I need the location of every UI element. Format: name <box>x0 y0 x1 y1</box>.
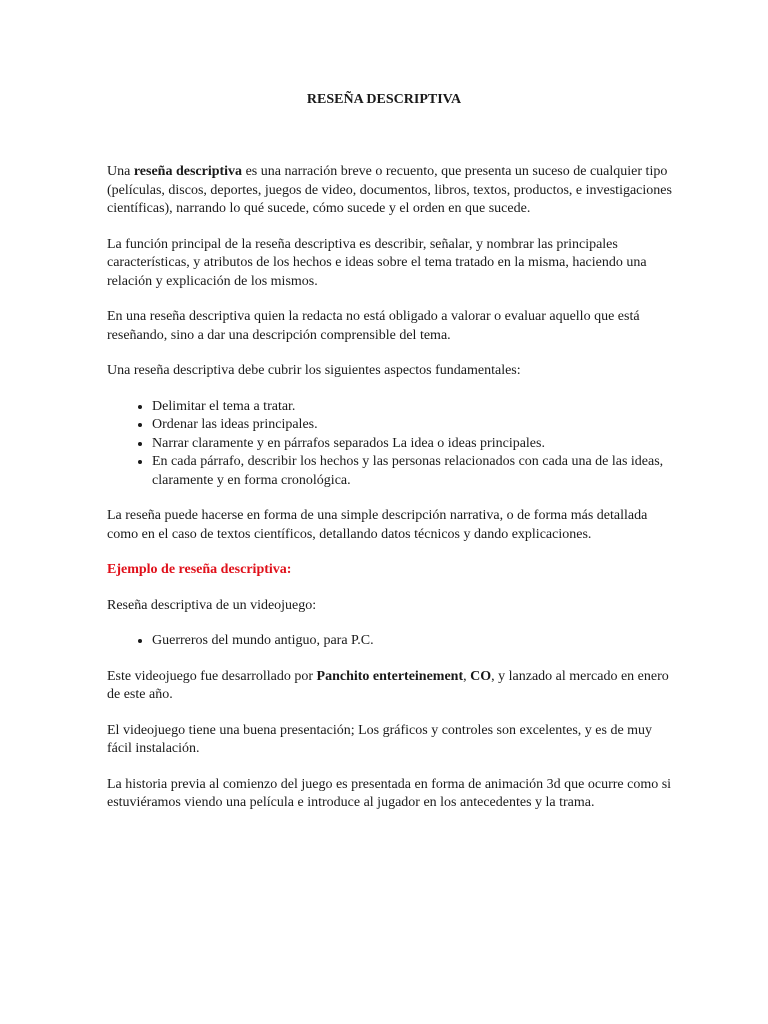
paragraph-definition-lead: Una <box>107 164 134 179</box>
game-list <box>107 632 672 651</box>
aspects-list <box>107 398 672 491</box>
paragraph-presentation: El videojuego tiene una buena presentación; Los gráficos y controles son excelentes, y es de muy fácil instalación. <box>107 722 653 756</box>
document-title: RESEÑA DESCRIPTIVA <box>306 92 462 107</box>
example-heading: Ejemplo de reseña descriptiva: <box>107 562 292 577</box>
paragraph-developer <box>107 668 672 705</box>
list-item: • En cada párrafo, describir los hechos y las personas relacionados con cada una de las ideas, claramente y en forma cronológica. <box>152 453 672 490</box>
list-item: • Guerreros del mundo antiguo, para P.C. <box>152 632 672 651</box>
paragraph-aspects-intro: Una reseña descriptiva debe cubrir los siguientes aspectos fundamentales: <box>107 363 521 378</box>
paragraph-definition-rest: es una narración breve o recuento, que presenta un suceso de cualquier tipo (películas, discos, deportes, juegos de video, documentos, libros, textos, productos, e investigaciones científicas), narrando lo qué sucede, cómo sucede y el orden en que sucede. <box>107 164 672 216</box>
developer-name: Panchito enterteinement <box>316 668 464 684</box>
document-body <box>107 163 672 830</box>
paragraph-author-role: En una reseña descriptiva quien la redacta no está obligado a valorar o evaluar aquello que está reseñando, sino a dar una descripción comprensible del tema. <box>107 309 640 343</box>
paragraph-function: La función principal de la reseña descriptiva es describir, señalar, y nombrar las principales características, y atributos de los hechos e ideas sobre el tema tratado en la misma, haciendo una relación y explicación de los mismos. <box>107 236 647 289</box>
developer-separator: , <box>463 668 471 684</box>
list-item: • Delimitar el tema a tratar. <box>152 398 672 417</box>
term-resena-descriptiva: reseña descriptiva <box>133 164 243 179</box>
paragraph-example-intro: Reseña descriptiva de un videojuego: <box>107 597 317 613</box>
paragraph-story: La historia previa al comienzo del juego es presentada en forma de animación 3d que ocurre como si estuviéramos viendo una película e introduce al jugador en los antecedentes y la trama. <box>107 776 672 810</box>
developer-company-suffix: CO <box>470 668 492 684</box>
list-item: • Narrar claramente y en párrafos separados La idea o ideas principales. <box>152 435 672 454</box>
paragraph-definition <box>107 163 672 219</box>
list-item: • Ordenar las ideas principales. <box>152 416 672 435</box>
paragraph-developer-rest: , y lanzado al mercado en enero de este año. <box>107 668 669 702</box>
paragraph-developer-lead: Este videojuego fue desarrollado por <box>107 668 317 684</box>
paragraph-form: La reseña puede hacerse en forma de una simple descripción narrativa, o de forma más detallada como en el caso de textos científicos, detallando datos técnicos y dando explicaciones. <box>107 508 648 542</box>
